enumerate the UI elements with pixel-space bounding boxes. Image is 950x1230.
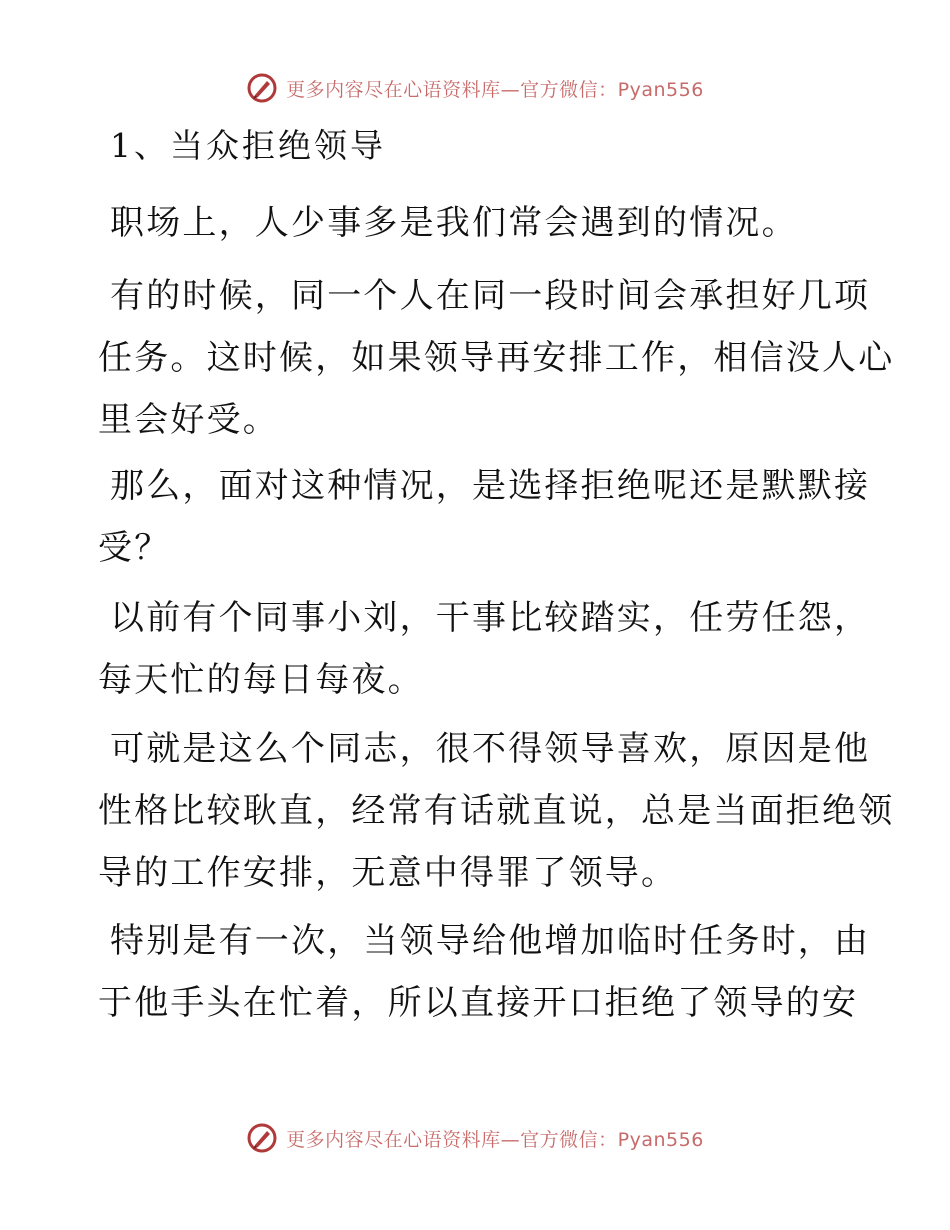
- text-line: 性格比较耿直，经常有话就直说，总是当面拒绝领: [98, 791, 895, 831]
- text-line: 导的工作安排，无意中得罪了领导。: [98, 853, 678, 893]
- paragraph: [98, 265, 895, 451]
- paragraph: [98, 718, 895, 904]
- text-line: 每天忙的每日每夜。: [98, 660, 424, 700]
- text-line: 可就是这么个同志，很不得领导喜欢，原因是他: [110, 729, 871, 769]
- page-title: 1、当众拒绝领导: [110, 126, 386, 165]
- text-line: 受？: [98, 528, 171, 568]
- text-line: 里会好受。: [98, 400, 279, 440]
- text-line: 职场上，人少事多是我们常会遇到的情况。: [110, 203, 798, 243]
- pen-logo-icon: [246, 72, 278, 104]
- text-line: 于他手头在忙着，所以直接开口拒绝了领导的安: [98, 983, 859, 1023]
- paragraph: [98, 587, 871, 711]
- paragraph: [98, 455, 871, 579]
- text-line: 特别是有一次，当领导给他增加临时任务时，由: [110, 921, 871, 961]
- paragraph: [98, 192, 858, 254]
- text-line: 那么，面对这种情况，是选择拒绝呢还是默默接: [110, 466, 871, 506]
- footer-watermark: [0, 1122, 950, 1154]
- watermark-text: 更多内容尽在心语资料库—官方微信：Pyan556: [286, 1128, 704, 1151]
- text-line: 以前有个同事小刘，干事比较踏实，任劳任怨，: [110, 598, 871, 638]
- paragraph: [98, 910, 871, 1034]
- pen-logo-icon: [246, 1122, 278, 1154]
- text-line: 有的时候，同一个人在同一段时间会承担好几项: [110, 276, 871, 316]
- text-line: 任务。这时候，如果领导再安排工作，相信没人心: [98, 338, 895, 378]
- header-watermark: [0, 72, 950, 104]
- watermark-text: 更多内容尽在心语资料库—官方微信：Pyan556: [286, 78, 704, 101]
